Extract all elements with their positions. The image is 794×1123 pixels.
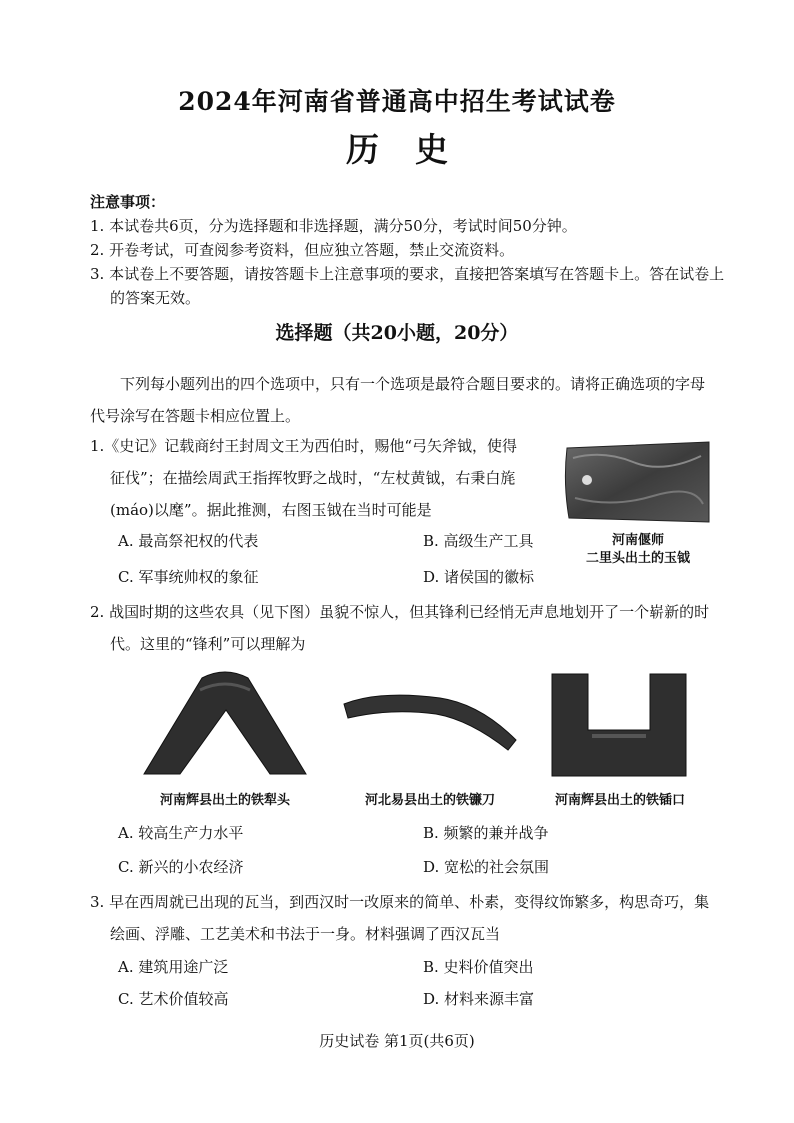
option-b[interactable]: B. 高级生产工具 — [423, 532, 534, 550]
notes-heading: 注意事项： — [90, 193, 166, 211]
question-1-options — [118, 530, 578, 590]
option-b[interactable]: B. 史料价值突出 — [423, 958, 534, 976]
iron-spade-image — [548, 670, 690, 780]
option-d[interactable]: D. 诸侯国的徽标 — [423, 568, 535, 586]
note-item: 1. 本试卷共6页，分为选择题和非选择题，满分50分，考试时间50分钟。 — [90, 217, 577, 235]
question-2 — [90, 596, 710, 660]
question-stem: 3. 早在西周就已出现的瓦当，到西汉时一改原来的简单、朴素，变得纹饰繁多，构思奇巧，集绘画、浮雕、工艺美术和书法于一身。材料强调了西汉瓦当 — [90, 893, 710, 943]
option-c[interactable]: C. 新兴的小农经济 — [118, 858, 244, 876]
page-footer: 历史试卷 第1页(共6页) — [319, 1032, 475, 1050]
question-2-caption-2: 河北易县出土的铁镰刀 — [364, 793, 495, 808]
option-c[interactable]: C. 军事统帅权的象征 — [118, 568, 259, 586]
question-1-image-caption — [563, 532, 713, 568]
question-2-caption-3: 河南辉县出土的铁锸口 — [554, 793, 685, 808]
section-instructions: 下列每小题列出的四个选项中，只有一个选项是最符合题目要求的。请将正确选项的字母代号涂写在答题卡相应位置上。 — [90, 375, 706, 425]
section-title: 选择题（共20小题，20分） — [275, 322, 519, 344]
iron-sickle-image — [340, 688, 520, 758]
question-2-caption-1: 河南辉县出土的铁犁头 — [159, 793, 290, 808]
question-3-options — [118, 956, 578, 1016]
subject-title: 历史 — [346, 130, 484, 169]
question-2-options — [118, 822, 578, 882]
option-d[interactable]: D. 宽松的社会氛围 — [423, 858, 550, 876]
question-stem: 1.《史记》记载商纣王封周文王为西伯时，赐他“弓矢斧钺，使得征伐”；在描绘周武王指挥牧野之战时，“左杖黄钺，右秉白旄(máo)以麾”。据此推测，右图玉钺在当时可能是 — [90, 437, 517, 519]
question-1 — [90, 430, 530, 526]
jade-yue-axe-image — [563, 438, 713, 528]
exam-title: 2024年河南省普通高中招生考试试卷 — [178, 87, 616, 116]
caption-line: 二里头出土的玉钺 — [585, 551, 690, 566]
notes-section — [90, 190, 730, 310]
option-d[interactable]: D. 材料来源丰富 — [423, 990, 535, 1008]
caption-line: 河南偃师 — [611, 533, 664, 548]
option-a[interactable]: A. 最高祭祀权的代表 — [118, 532, 259, 550]
note-item: 3. 本试卷上不要答题，请按答题卡上注意事项的要求，直接把答案填写在答题卡上。答在试卷上的答案无效。 — [90, 265, 725, 307]
question-3 — [90, 886, 710, 950]
option-a[interactable]: A. 建筑用途广泛 — [118, 958, 229, 976]
iron-plough-image — [140, 670, 310, 780]
option-a[interactable]: A. 较高生产力水平 — [118, 824, 244, 842]
note-item: 2. 开卷考试，可查阅参考资料，但应独立答题，禁止交流资料。 — [90, 241, 515, 259]
option-c[interactable]: C. 艺术价值较高 — [118, 990, 229, 1008]
option-b[interactable]: B. 频繁的兼并战争 — [423, 824, 549, 842]
question-stem: 2. 战国时期的这些农具（见下图）虽貌不惊人，但其锋利已经悄无声息地划开了一个崭新的时代。这里的“锋利”可以理解为 — [90, 603, 710, 653]
